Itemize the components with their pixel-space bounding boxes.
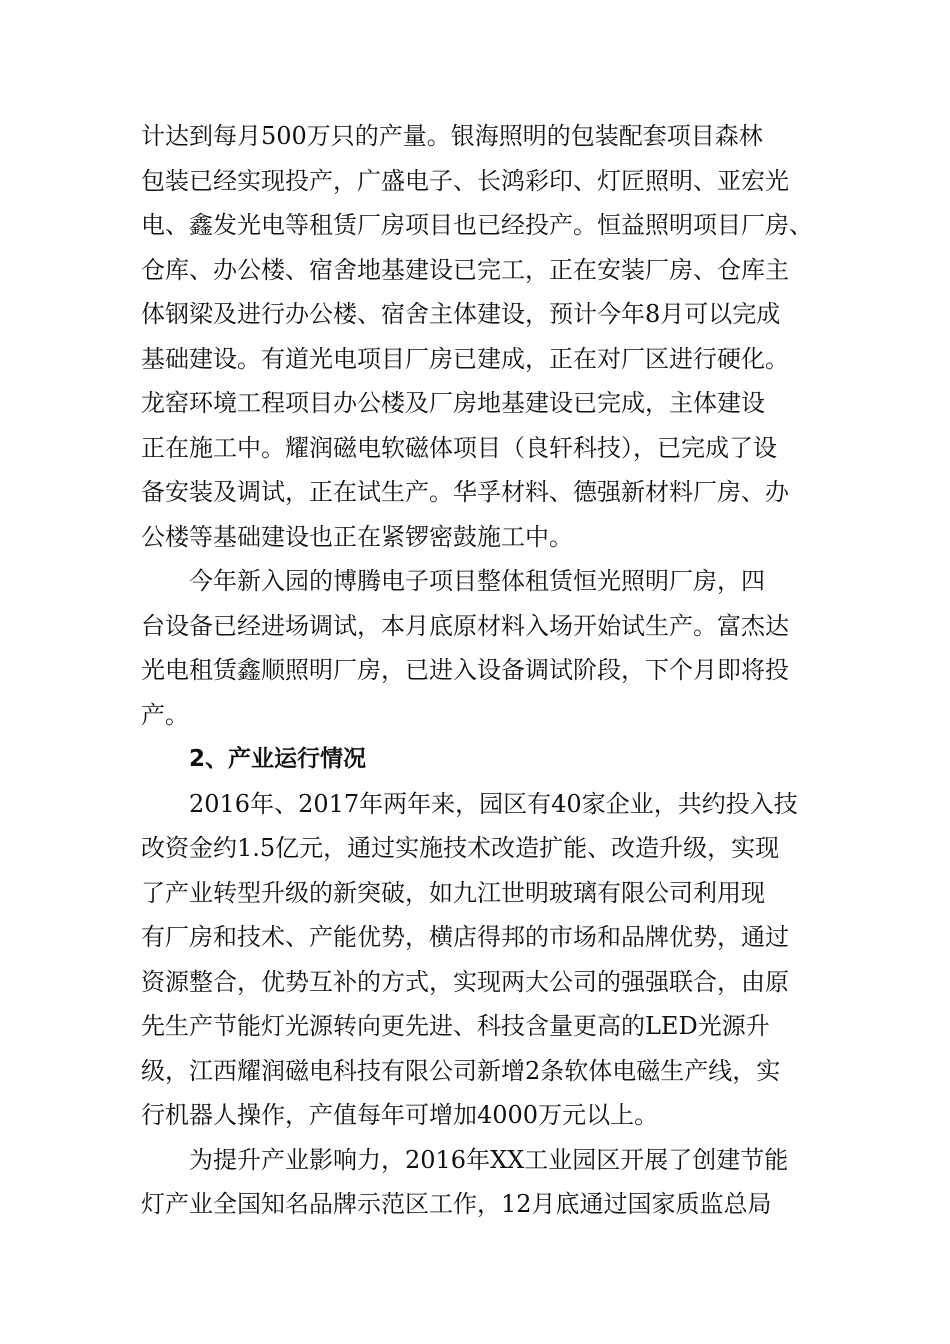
paragraph-line: 仓库、办公楼、宿舍地基建设已完工，正在安装厂房、仓库主: [141, 255, 789, 284]
paragraph-line: 灯产业全国知名品牌示范区工作，12月底通过国家质监总局: [141, 1190, 772, 1218]
paragraph-line: 资源整合，优势互补的方式，实现两大公司的强强联合，由原: [141, 967, 789, 996]
paragraph-line: 体钢梁及进行办公楼、宿舍主体建设，预计今年8月可以完成: [141, 300, 781, 328]
paragraph-line: 改资金约1.5亿元，通过实施技术改造扩能、改造升级，实现: [141, 834, 780, 862]
paragraph-line: 今年新入园的博腾电子项目整体租赁恒光照明厂房，四: [189, 567, 765, 595]
paragraph-line: 先生产节能灯光源转向更先进、科技含量更高的LED光源升: [141, 1012, 770, 1040]
paragraph-line: 备安装及调试，正在试生产。华孚材料、德强新材料厂房、办: [141, 478, 789, 506]
paragraph-line: 级，江西耀润磁电科技有限公司新增2条软体电磁生产线，实: [141, 1056, 781, 1085]
paragraph-line: 为提升产业影响力，2016年XX工业园区开展了创建节能: [189, 1145, 789, 1174]
section-heading: 2、产业运行情况: [189, 746, 367, 772]
document-body: [141, 114, 831, 1227]
paragraph-line: 包装已经实现投产，广盛电子、长鸿彩印、灯匠照明、亚宏光: [141, 166, 789, 195]
paragraph-line: 光电租赁鑫顺照明厂房，已进入设备调试阶段，下个月即将投: [141, 656, 789, 684]
paragraph-line: 电、鑫发光电等租赁厂房项目也已经投产。恒益照明项目厂房、: [141, 211, 813, 239]
paragraph-line: 公楼等基础建设也正在紧锣密鼓施工中。: [141, 522, 573, 551]
paragraph-line: 台设备已经进场调试，本月底原材料入场开始试生产。富杰达: [141, 611, 789, 640]
paragraph-line: 产。: [141, 700, 189, 729]
paragraph-line: 计达到每月500万只的产量。银海照明的包装配套项目森林: [141, 122, 763, 150]
paragraph-line: 行机器人操作，产值每年可增加4000万元以上。: [141, 1101, 659, 1129]
paragraph-line: 2016年、2017年两年来，园区有40家企业，共约投入技: [189, 789, 798, 818]
paragraph-line: 基础建设。有道光电项目厂房已建成，正在对厂区进行硬化。: [141, 344, 789, 373]
paragraph-line: 龙窑环境工程项目办公楼及厂房地基建设已完成，主体建设: [141, 389, 765, 417]
paragraph-line: 有厂房和技术、产能优势，横店得邦的市场和品牌优势，通过: [141, 923, 789, 951]
paragraph-line: 正在施工中。耀润磁电软磁体项目（良轩科技），已完成了设: [141, 433, 777, 462]
paragraph-line: 了产业转型升级的新突破，如九江世明玻璃有限公司利用现: [141, 878, 765, 907]
